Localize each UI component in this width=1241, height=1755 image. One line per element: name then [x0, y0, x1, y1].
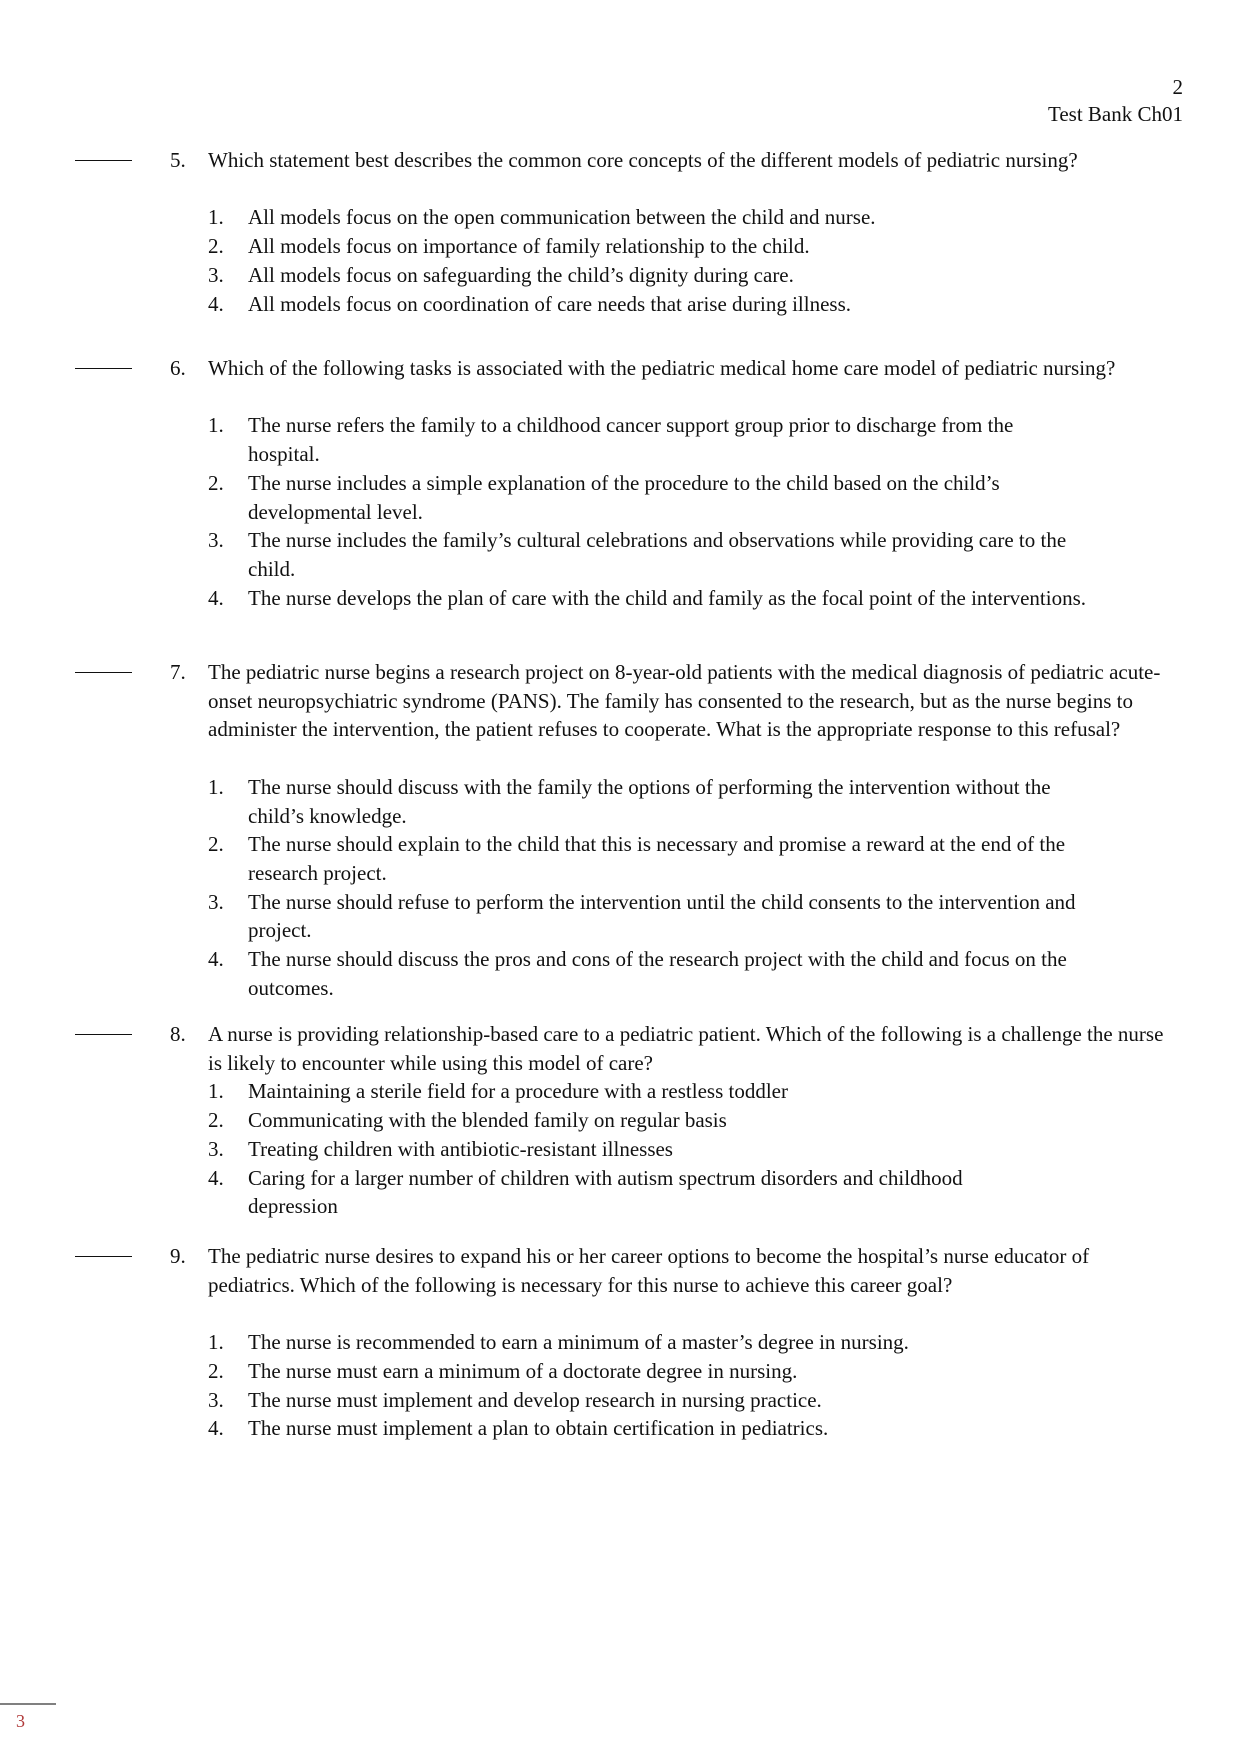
option: 1. All models focus on the open communication between the child and nurse.: [208, 205, 876, 230]
option: 4. The nurse must implement a plan to obtain certification in pediatrics.: [208, 1416, 829, 1441]
question-number: 9.: [170, 1244, 186, 1268]
question-stem: The pediatric nurse begins a research project on 8-year-old patients with the medical diagnosis of pediatric acute-onset neuropsychiatric syndrome (PANS). The family has consented to the research, but as the nurse begins to administer the intervention, the patient refuses to cooperate. What is the appropriate response to this refusal?: [208, 660, 1161, 742]
option: 1. The nurse refers the family to a childhood cancer support group prior to discharge from the hospital.: [208, 413, 1014, 467]
option: 2. The nurse must earn a minimum of a doctorate degree in nursing.: [208, 1358, 798, 1383]
option: 3. The nurse must implement and develop research in nursing practice.: [208, 1387, 822, 1412]
answer-blank[interactable]: [75, 672, 132, 673]
option: 3. The nurse includes the family’s cultural celebrations and observations while providing care to the child.: [208, 528, 1067, 581]
option: 3. All models focus on safeguarding the child’s dignity during care.: [208, 262, 794, 287]
options-list: [208, 1077, 1028, 1221]
option: 2. The nurse should explain to the child that this is necessary and promise a reward at the end of the research project.: [208, 832, 1066, 885]
option: 2. Communicating with the blended family on regular basis: [208, 1108, 727, 1133]
question-number: 8.: [170, 1022, 186, 1046]
answer-blank[interactable]: [75, 368, 132, 369]
option: 2. The nurse includes a simple explanation of the procedure to the child based on the child’s developmental level.: [208, 470, 1000, 524]
options-list: [208, 203, 1108, 318]
header-title: Test Bank Ch01: [1047, 102, 1183, 126]
question-stem: A nurse is providing relationship-based care to a pediatric patient. Which of the following is a challenge the nurse is likely to encounter while using this model of care?: [208, 1022, 1164, 1075]
answer-blank[interactable]: [75, 1034, 132, 1035]
options-list: [208, 411, 1088, 612]
question-number: 6.: [170, 356, 186, 380]
option: 4. The nurse develops the plan of care with the child and family as the focal point of the interventions.: [208, 585, 1086, 610]
question-stem: Which statement best describes the common core concepts of the different models of pediatric nursing?: [208, 148, 1078, 172]
option: 1. The nurse is recommended to earn a minimum of a master’s degree in nursing.: [208, 1330, 909, 1355]
question-stem: Which of the following tasks is associated with the pediatric medical home care model of pediatric nursing?: [208, 356, 1116, 380]
option: 1. Maintaining a sterile field for a procedure with a restless toddler: [208, 1079, 788, 1104]
option: 3. The nurse should refuse to perform the intervention until the child consents to the intervention and project.: [208, 889, 1076, 943]
footer-divider: [0, 1703, 56, 1705]
option: 2. All models focus on importance of family relationship to the child.: [208, 234, 810, 259]
header-page-number: 2: [1172, 75, 1183, 99]
options-list: [208, 773, 1088, 1003]
question-number: 5.: [170, 148, 186, 172]
options-list: [208, 1328, 1108, 1443]
footer-page-number: 3: [16, 1711, 25, 1731]
answer-blank[interactable]: [75, 160, 132, 161]
question-stem: The pediatric nurse desires to expand his or her career options to become the hospital’s nurse educator of pediatrics. Which of the following is necessary for this nurse to achieve this career goal?: [208, 1244, 1090, 1297]
question-number: 7.: [170, 660, 186, 684]
option: 4. All models focus on coordination of care needs that arise during illness.: [208, 291, 852, 316]
option: 4. Caring for a larger number of children with autism spectrum disorders and childhood depression: [208, 1165, 963, 1219]
option: 1. The nurse should discuss with the family the options of performing the intervention without the child’s knowledge.: [208, 774, 1051, 828]
option: 3. Treating children with antibiotic-resistant illnesses: [208, 1136, 673, 1161]
page-header: [1048, 74, 1183, 128]
option: 4. The nurse should discuss the pros and cons of the research project with the child and focus on the outcomes.: [208, 947, 1067, 1000]
answer-blank[interactable]: [75, 1256, 132, 1257]
